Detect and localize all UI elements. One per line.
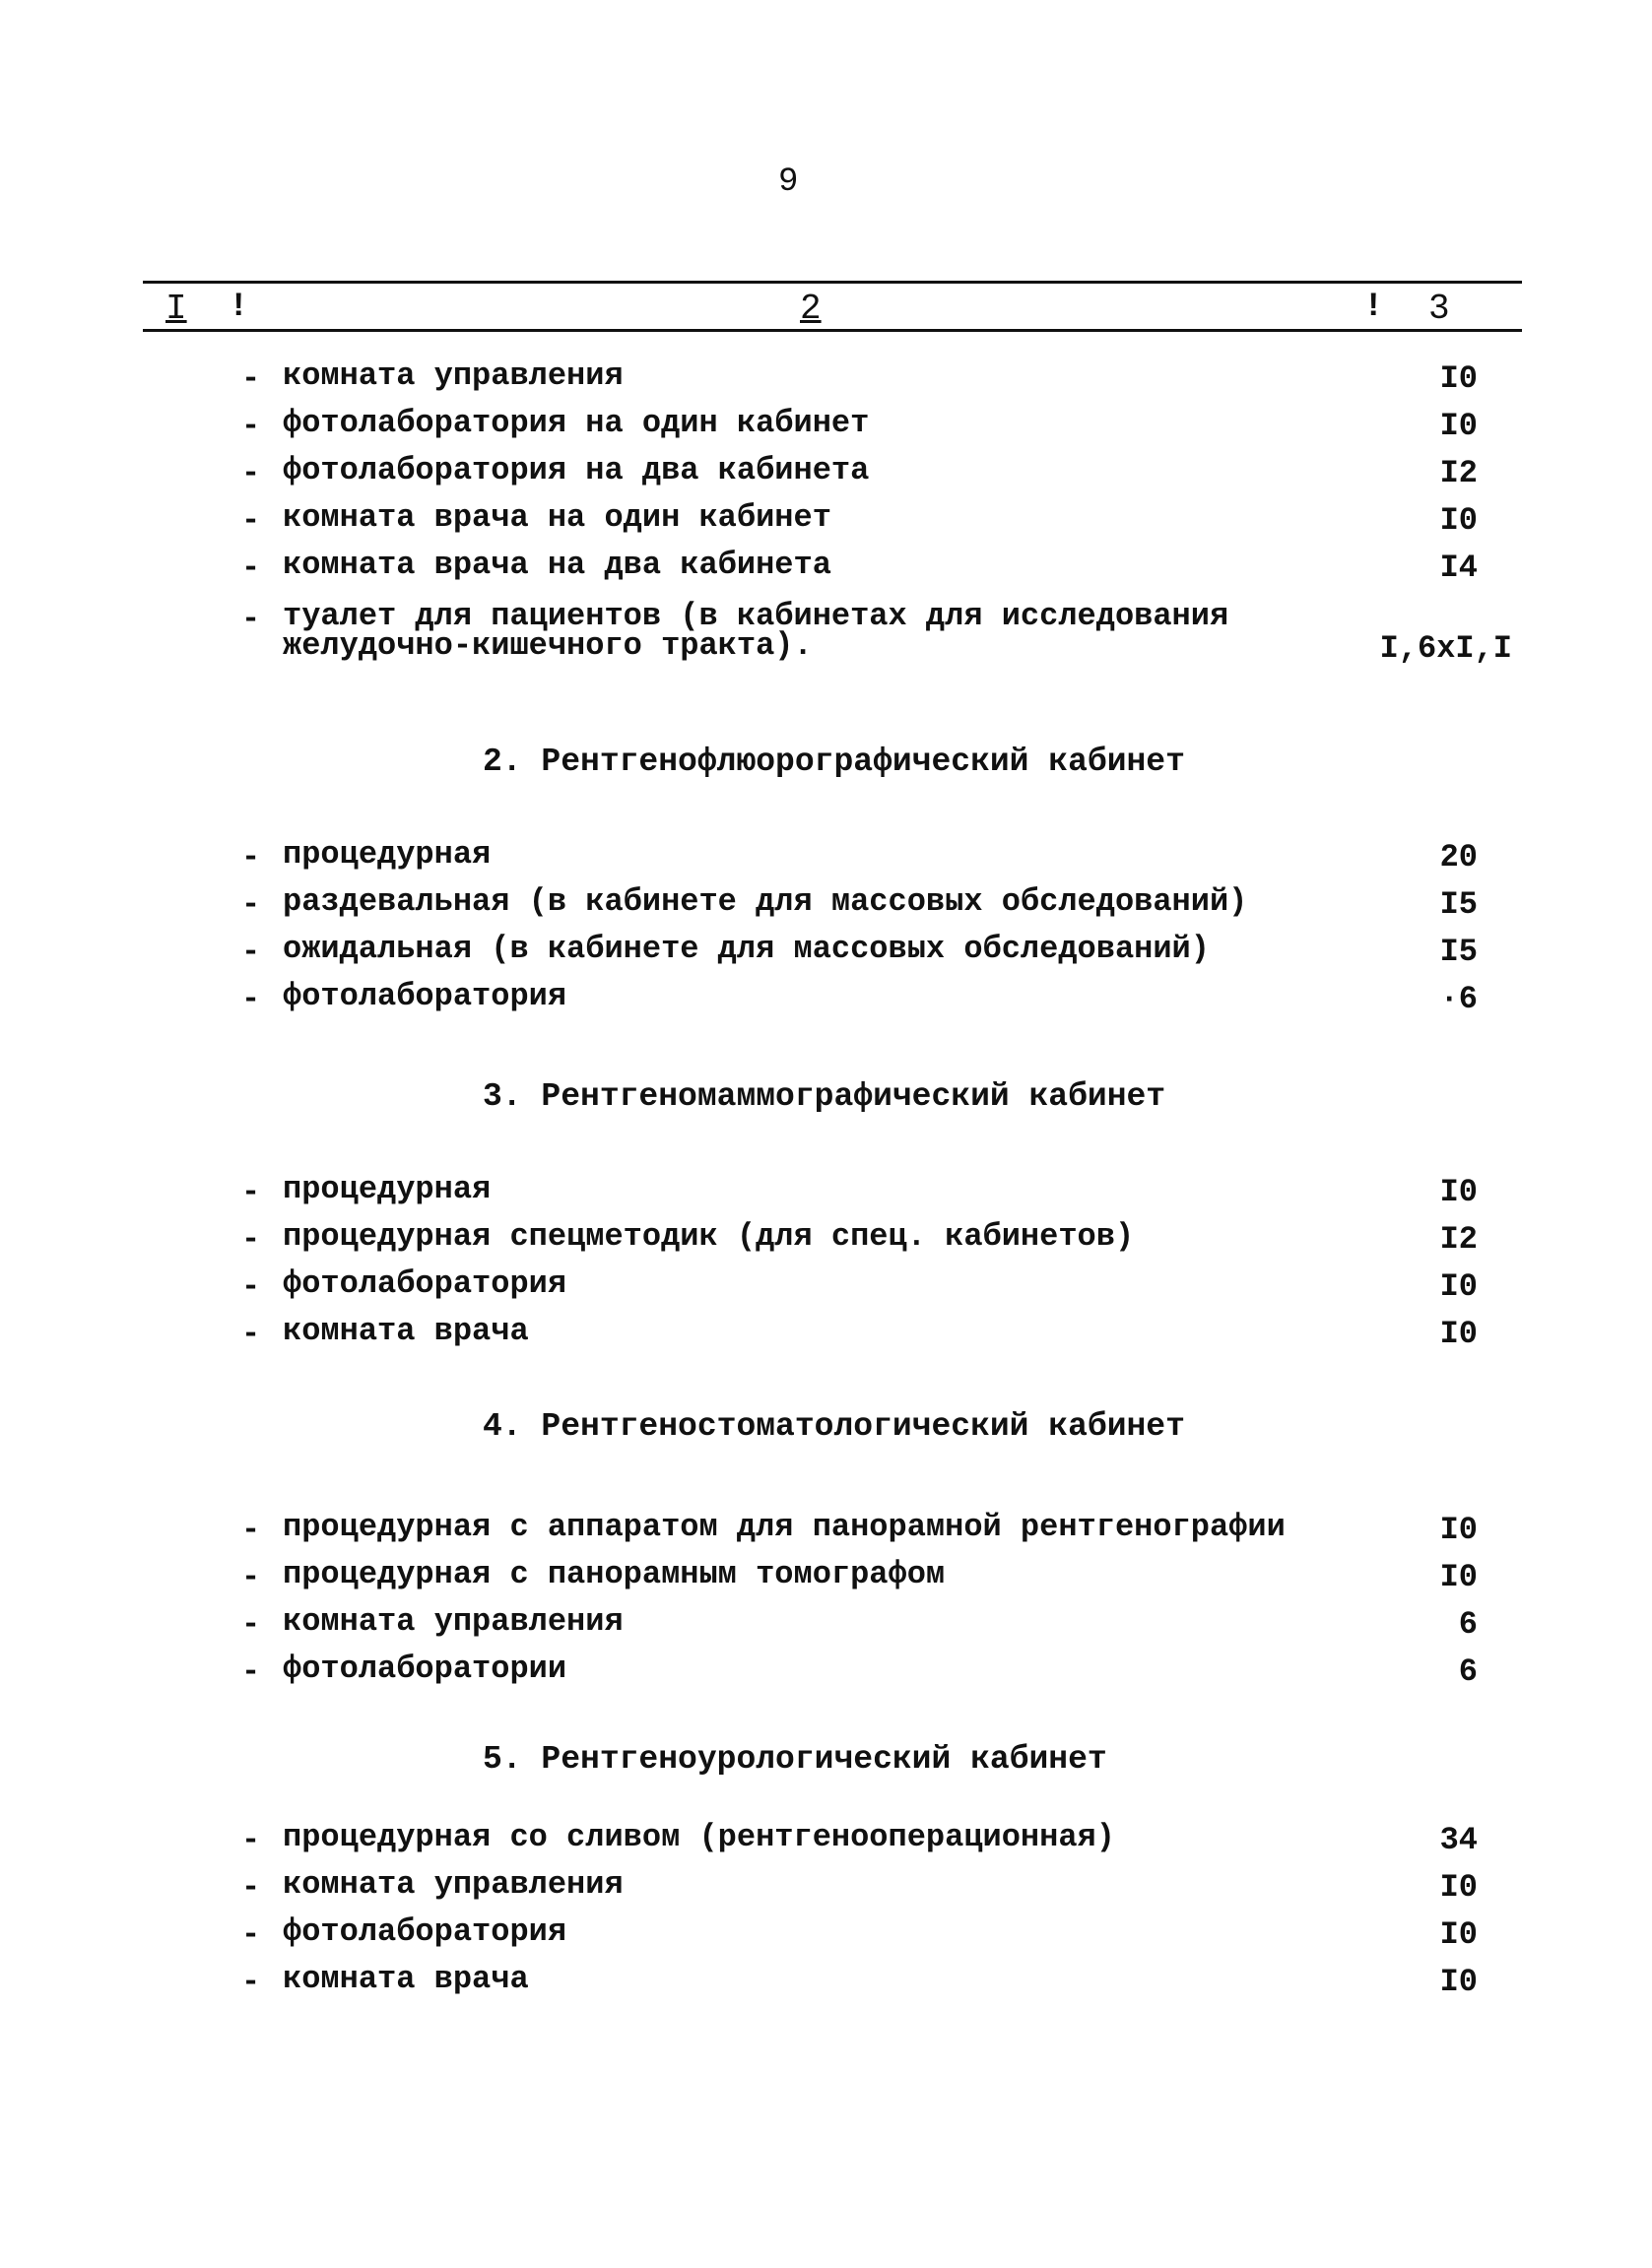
list-item [241,836,1522,886]
bullet-dash: - [241,981,261,1017]
list-item [241,1171,1522,1221]
item-label: процедурная спецметодик (для спец. кабинетов) [283,1218,1135,1255]
bullet-dash: - [241,1174,261,1210]
list-item [241,1313,1522,1363]
list-item [241,883,1522,934]
section-title: 4. Рентгеностоматологический кабинет [483,1408,1185,1445]
list-item [241,1218,1522,1268]
item-label: комната врача [283,1313,529,1349]
item-label: комната врача [283,1961,529,1997]
list-item [241,1509,1522,1559]
item-label: фотолаборатория на один кабинет [283,405,870,441]
item-label: фотолаборатория [283,1265,567,1302]
list-item [241,1603,1522,1653]
item-label: процедурная [283,1171,492,1207]
item-value: I0 [1439,1268,1478,1305]
column-1-header: I [165,289,187,329]
list-item [241,931,1522,981]
list-item [241,1961,1522,2011]
bullet-dash: - [241,1268,261,1305]
bullet-dash: - [241,360,261,397]
bullet-dash: - [241,1964,261,2000]
bullet-dash: - [241,408,261,444]
list-item [241,1556,1522,1606]
item-label: процедурная [283,836,492,873]
item-label: комната управления [283,357,624,394]
item-value: I0 [1439,1316,1478,1352]
bullet-dash: - [241,1512,261,1548]
item-value: I0 [1439,360,1478,397]
list-item [241,405,1522,455]
bullet-dash: - [241,1916,261,1953]
item-value: ·6 [1439,981,1478,1017]
page-number: 9 [778,163,799,201]
item-label: комната управления [283,1866,624,1903]
item-value: I0 [1439,502,1478,539]
bullet-dash: - [241,839,261,875]
bullet-dash: - [241,455,261,491]
bullet-dash: - [241,601,261,637]
section-title: 5. Рентгеноурологический кабинет [483,1741,1107,1778]
item-label: фотолаборатория [283,1913,567,1950]
item-label: ожидальная (в кабинете для массовых обследований) [283,931,1210,967]
item-value: I0 [1439,1869,1478,1906]
item-label: фотолаборатории [283,1651,567,1687]
item-value: I2 [1439,455,1478,491]
item-label: процедурная с аппаратом для панорамной рентгенографии [283,1509,1286,1545]
item-label: фотолаборатория [283,978,567,1014]
table-header-rule [143,329,1522,332]
item-value: I5 [1439,886,1478,923]
list-item [241,499,1522,550]
list-item [241,1819,1522,1869]
list-item [241,1653,1522,1701]
item-label: комната управления [283,1603,624,1640]
bullet-dash: - [241,1316,261,1352]
list-item [241,452,1522,502]
list-item [241,598,1522,672]
item-value: I4 [1439,550,1478,586]
item-label: процедурная со сливом (рентгенооперационная) [283,1819,1115,1855]
item-label: комната врача на один кабинет [283,499,831,536]
item-label: раздевальная (в кабинете для массовых обследований) [283,883,1248,920]
bullet-dash: - [241,1822,261,1858]
bullet-dash: - [241,1869,261,1906]
item-value: 34 [1439,1822,1478,1858]
column-separator: ! [1363,289,1384,326]
item-value: I0 [1439,1559,1478,1595]
item-value: I0 [1439,1174,1478,1210]
item-label-line-2: желудочно-кишечного тракта). [283,627,813,664]
item-value: I0 [1439,1916,1478,1953]
item-value: I0 [1439,1964,1478,2000]
item-value: 6 [1458,1653,1478,1690]
item-label-line-1: туалет для пациентов (в кабинетах для исследования [283,598,1229,634]
bullet-dash: - [241,550,261,586]
list-item [241,978,1522,1028]
item-label: комната врача на два кабинета [283,547,831,583]
section-title: 2. Рентгенофлюорографический кабинет [483,744,1185,780]
bullet-dash: - [241,1559,261,1595]
column-separator: ! [229,289,249,326]
bullet-dash: - [241,1606,261,1643]
list-item [241,1913,1522,1964]
item-label: процедурная с панорамным томографом [283,1556,946,1592]
list-item [241,1265,1522,1316]
section-title: 3. Рентгеномаммографический кабинет [483,1078,1166,1115]
item-value: I2 [1439,1221,1478,1258]
table-top-rule [143,281,1522,284]
item-label: фотолаборатория на два кабинета [283,452,870,488]
item-value: I0 [1439,408,1478,444]
item-value: I5 [1439,934,1478,970]
list-item [241,547,1522,597]
column-2-header: 2 [800,289,822,329]
item-value: 20 [1439,839,1478,875]
bullet-dash: - [241,502,261,539]
bullet-dash: - [241,934,261,970]
item-value: I0 [1439,1512,1478,1548]
item-value: I,6хI,I [1379,630,1512,667]
item-value: 6 [1458,1606,1478,1643]
list-item [241,1866,1522,1916]
bullet-dash: - [241,1653,261,1690]
bullet-dash: - [241,886,261,923]
column-3-header: 3 [1428,289,1450,329]
bullet-dash: - [241,1221,261,1258]
list-item [241,357,1522,408]
